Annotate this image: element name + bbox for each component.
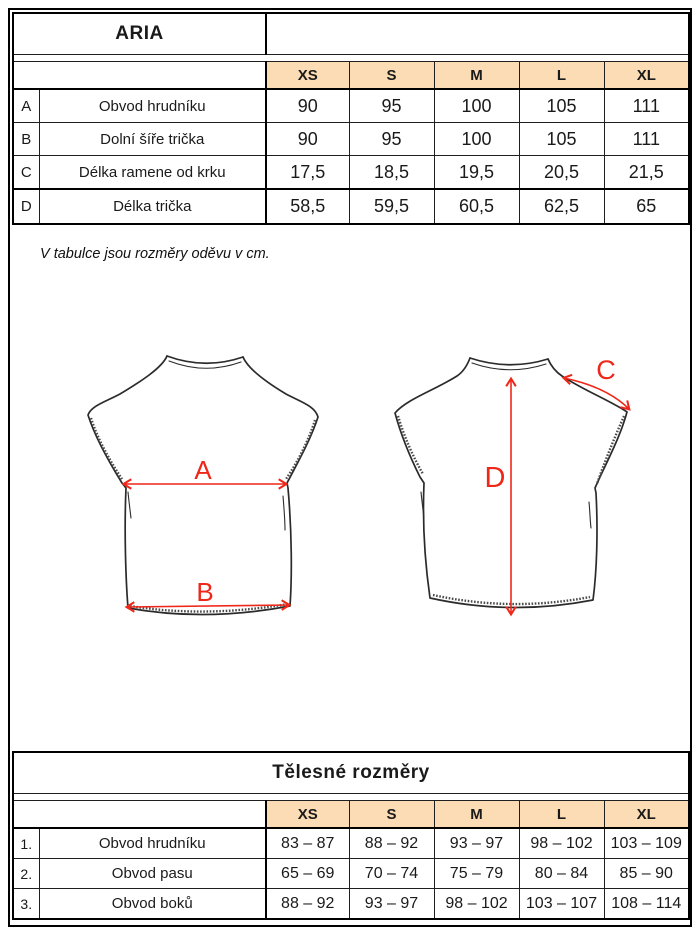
size-col-header-s: S xyxy=(349,801,434,829)
sleeve-stitching-left xyxy=(91,418,122,479)
collar-line xyxy=(470,358,548,365)
value-cell: 75 – 79 xyxy=(434,859,519,889)
spacer-row xyxy=(13,794,689,801)
value-cell: 111 xyxy=(604,89,689,123)
value-cell: 103 – 109 xyxy=(604,828,689,859)
measure-label-c: C xyxy=(596,355,616,385)
table-row xyxy=(13,189,689,224)
table-row xyxy=(13,859,689,889)
size-col-header-xl: XL xyxy=(604,801,689,829)
value-cell: 65 xyxy=(604,189,689,224)
row-label: Obvod pasu xyxy=(39,859,266,889)
row-label: Obvod hrudníku xyxy=(39,828,266,859)
row-key: C xyxy=(13,156,39,190)
row-key: 1. xyxy=(13,828,39,859)
row-label: Délka trička xyxy=(39,189,266,224)
value-cell: 20,5 xyxy=(519,156,604,190)
measure-label-d: D xyxy=(484,462,506,494)
value-cell: 93 – 97 xyxy=(434,828,519,859)
size-col-header-m: M xyxy=(434,62,519,90)
garment-size-header-row xyxy=(13,62,689,90)
side-seam-right xyxy=(283,496,285,530)
value-cell: 18,5 xyxy=(349,156,434,190)
value-cell: 108 – 114 xyxy=(604,889,689,920)
value-cell: 85 – 90 xyxy=(604,859,689,889)
value-cell: 62,5 xyxy=(519,189,604,224)
value-cell: 17,5 xyxy=(266,156,349,190)
row-key: B xyxy=(13,123,39,156)
row-key: A xyxy=(13,89,39,123)
value-cell: 90 xyxy=(266,89,349,123)
table-row xyxy=(13,89,689,123)
sleeve-stitching-left xyxy=(398,416,423,474)
value-cell: 83 – 87 xyxy=(266,828,349,859)
size-col-header-l: L xyxy=(519,801,604,829)
value-cell: 80 – 84 xyxy=(519,859,604,889)
value-cell: 65 – 69 xyxy=(266,859,349,889)
value-cell: 111 xyxy=(604,123,689,156)
side-seam-right xyxy=(589,502,591,528)
body-size-header-row xyxy=(13,801,689,829)
size-header-spacer xyxy=(13,62,266,90)
value-cell: 95 xyxy=(349,89,434,123)
row-key: 2. xyxy=(13,859,39,889)
shirt-outline xyxy=(88,356,318,615)
row-key: 3. xyxy=(13,889,39,920)
table-row xyxy=(13,123,689,156)
row-key: D xyxy=(13,189,39,224)
table-row xyxy=(13,156,689,190)
sleeve-stitching-right xyxy=(286,420,315,479)
value-cell: 58,5 xyxy=(266,189,349,224)
value-cell: 103 – 107 xyxy=(519,889,604,920)
row-label: Obvod hrudníku xyxy=(39,89,266,123)
body-size-table xyxy=(12,751,690,920)
value-cell: 100 xyxy=(434,89,519,123)
value-cell: 19,5 xyxy=(434,156,519,190)
value-cell: 90 xyxy=(266,123,349,156)
value-cell: 70 – 74 xyxy=(349,859,434,889)
value-cell: 98 – 102 xyxy=(519,828,604,859)
value-cell: 88 – 92 xyxy=(349,828,434,859)
value-cell: 93 – 97 xyxy=(349,889,434,920)
value-cell: 21,5 xyxy=(604,156,689,190)
sleeve-stitching-right xyxy=(597,416,624,484)
garment-title-row xyxy=(13,13,689,55)
front-shirt-diagram xyxy=(78,338,333,638)
body-title-row xyxy=(13,752,689,794)
measure-label-b: B xyxy=(196,577,214,607)
size-col-header-s: S xyxy=(349,62,434,90)
spacer-cell xyxy=(13,55,689,62)
garment-size-table xyxy=(12,12,690,225)
value-cell: 98 – 102 xyxy=(434,889,519,920)
row-label: Dolní šíře trička xyxy=(39,123,266,156)
side-seam-left xyxy=(128,492,131,518)
garment-title-spacer xyxy=(266,13,689,55)
back-shirt-diagram xyxy=(383,335,648,630)
value-cell: 88 – 92 xyxy=(266,889,349,920)
value-cell: 95 xyxy=(349,123,434,156)
body-table-title: Tělesné rozměry xyxy=(13,752,689,794)
collar-line xyxy=(167,356,243,363)
size-header-spacer xyxy=(13,801,266,829)
table-row xyxy=(13,889,689,920)
row-label: Délka ramene od krku xyxy=(39,156,266,190)
table-row xyxy=(13,828,689,859)
size-col-header-xl: XL xyxy=(604,62,689,90)
row-label: Obvod boků xyxy=(39,889,266,920)
spacer-row xyxy=(13,55,689,62)
value-cell: 100 xyxy=(434,123,519,156)
spacer-cell xyxy=(13,794,689,801)
size-col-header-xs: XS xyxy=(266,801,349,829)
value-cell: 59,5 xyxy=(349,189,434,224)
measure-label-a: A xyxy=(194,455,212,485)
value-cell: 105 xyxy=(519,123,604,156)
value-cell: 60,5 xyxy=(434,189,519,224)
garment-table-title: ARIA xyxy=(13,13,266,55)
size-col-header-l: L xyxy=(519,62,604,90)
size-col-header-xs: XS xyxy=(266,62,349,90)
collar-inner-line xyxy=(169,361,241,368)
value-cell: 105 xyxy=(519,89,604,123)
note-text: V tabulce jsou rozměry oděvu v cm. xyxy=(40,246,270,262)
size-col-header-m: M xyxy=(434,801,519,829)
